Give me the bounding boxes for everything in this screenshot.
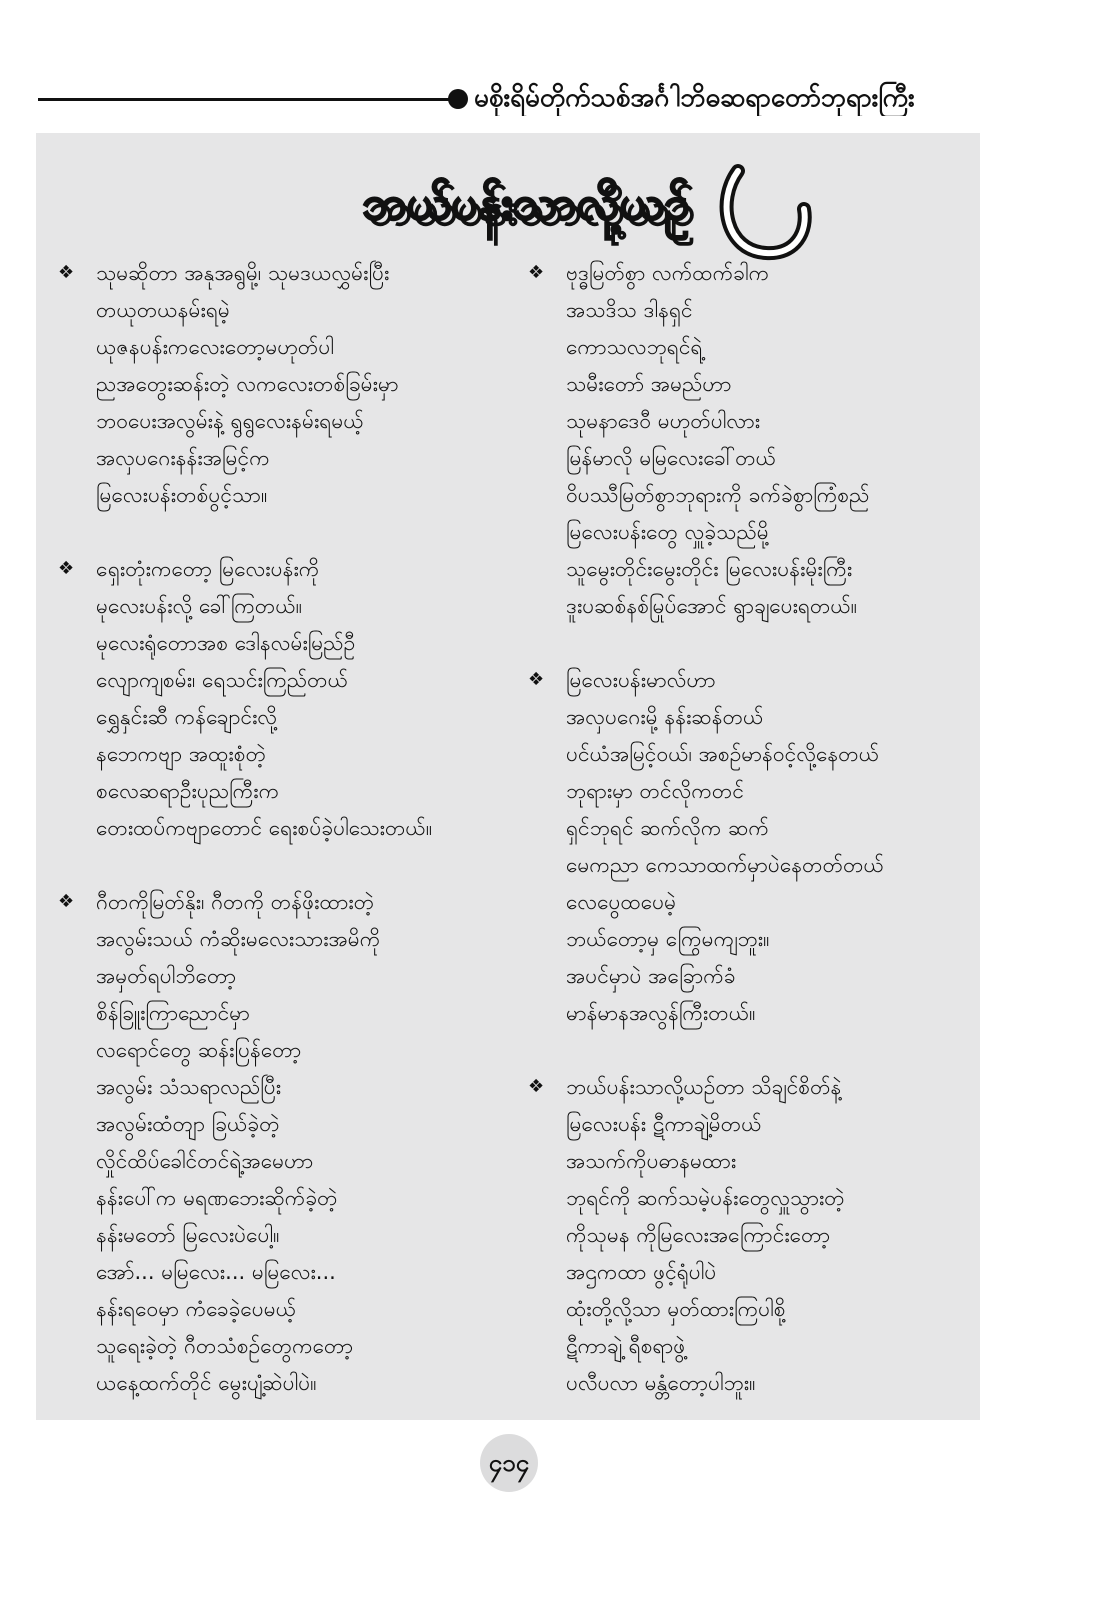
poem-line: ယနေ့ထက်တိုင် မွေးပျံ့ဆဲပါပဲ။: [96, 1371, 317, 1395]
poem-line: နဘေကဗျာ အထူးစုံတဲ့: [96, 742, 267, 766]
diamond-bullet-icon: ❖: [58, 891, 75, 912]
poem-line: ရှေးတုံးကတော့ မြလေးပန်းကို: [96, 557, 320, 581]
running-header: [38, 78, 988, 122]
poem-line: ဋီကာချဲ့ ရီစရာဖွဲ့: [566, 1334, 686, 1358]
poem-line: ဘုရားမှာ တင်လိုကတင်: [566, 779, 744, 803]
poem-title: ဘယ်ပန်းသာလို့ယဉ်: [362, 176, 690, 230]
poem-line: ဒူးပဆစ်နစ်မြုပ်အောင် ရွာချပေးရတယ်။: [566, 594, 858, 618]
header-rule: [38, 98, 450, 101]
poem-line: အလွမ်းထံတျာ ခြယ်ခဲ့တဲ့: [96, 1112, 280, 1136]
poem-line: တေးထပ်ကဗျာတောင် ရေးစပ်ခဲ့ပါသေးတယ်။: [96, 816, 433, 840]
stanza-gap: [526, 625, 966, 662]
poem-line: မုလေးပန်းလို့ ခေါ်ကြတယ်။: [96, 594, 303, 618]
poem-line: အလှပဂေးမို့ နန်းဆန်တယ်: [566, 705, 764, 729]
stanza-gap: [56, 514, 496, 551]
poem-line: ပလီပလာ မန္တံတော့ပါဘူး။: [566, 1371, 756, 1395]
poem-line: ဘယ်ပန်းသာလို့ယဉ်တာ သိချင်စိတ်နဲ့: [566, 1075, 842, 1099]
poem-panel: [36, 133, 980, 1420]
poem-line: အမှတ်ရပါဘိတော့: [96, 964, 237, 988]
poem-line: ညအတွေးဆန်းတဲ့ လကလေးတစ်ခြမ်းမှာ: [96, 372, 399, 396]
header-title: မစိုးရိမ်တိုက်သစ်အင်္ဂါဘိဓဆရာတော်ဘုရားကြီး: [474, 83, 915, 113]
poem-line: သုမဆိုတာ အနုအရွမို့၊ သုမဒယလွှမ်းပြီး: [96, 261, 390, 285]
poem-line: စလေဆရာဦးပုညကြီးက: [96, 779, 280, 803]
poem-line: ဘဝပေးအလွမ်းနဲ့ ရွရွလေးနမ်းရမယ့်: [96, 409, 364, 433]
poem-line: မုလေးရုံတောအစ ဒေါနလမ်းမြည်ဦ: [96, 631, 356, 655]
poem-line: ဘယ်တော့မှ ကြွေမကျဘူး။: [566, 927, 770, 951]
poem-line: အလွမ်းသယ် ကံဆိုးမလေးသားအမိကို: [96, 927, 381, 951]
stanza-gap: [526, 1032, 966, 1069]
poem-line: ရွှေနှင်းဆီ ကန်ချောင်းလို့: [96, 705, 278, 729]
poem-line: ဘုရင်ကို ဆက်သမဲ့ပန်းတွေလှူသွားတဲ့: [566, 1186, 845, 1210]
stanza: [526, 662, 966, 1032]
poem-line: ရှင်ဘုရင် ဆက်လိုက ဆက်: [566, 816, 769, 840]
diamond-bullet-icon: ❖: [528, 262, 545, 283]
poem-line: မေကညာ ကေသာထက်မှာပဲနေတတ်တယ်: [566, 853, 884, 877]
poem-line: စိန်ခြူးကြာညောင်မှာ: [96, 1001, 250, 1025]
poem-line: သူရေးခဲ့တဲ့ ဂီတသံစဉ်တွေကတော့: [96, 1334, 354, 1358]
left-column: [56, 255, 496, 1402]
poem-line: သူမွေးတိုင်းမွေးတိုင်း မြလေးပန်းမိုးကြီး: [566, 557, 853, 581]
poem-line: လရောင်တွေ ဆန်းပြန်တော့: [96, 1038, 302, 1062]
poem-line: လေပွေထပေမဲ့: [566, 890, 677, 914]
stanza: [526, 255, 966, 625]
poem-line: ကိုသုမန ကိုမြလေးအကြောင်းတော့: [566, 1223, 831, 1247]
poem-line: လှိုင်ထိပ်ခေါင်တင်ရဲ့အမေဟာ: [96, 1149, 314, 1173]
poem-line: လျောကျစမ်း၊ ရေသင်းကြည်တယ်: [96, 668, 349, 692]
poem-line: မြလေးပန်း ဋီကာချဲ့မိတယ်: [566, 1112, 762, 1136]
poem-line: နန်းမတော် မြလေးပဲပေါ့။: [96, 1223, 280, 1247]
diamond-bullet-icon: ❖: [58, 558, 75, 579]
poem-line: အော်... မမြလေး... မမြလေး...: [96, 1260, 336, 1284]
poem-line: အလွမ်း သံသရာလည်ပြီး: [96, 1075, 282, 1099]
stanza: [526, 1069, 966, 1402]
diamond-bullet-icon: ❖: [58, 262, 75, 283]
poem-line: ဝိပဿီမြတ်စွာဘုရားကို ခက်ခဲစွာကြံစည်: [566, 483, 870, 507]
poem-line: သမီးတော် အမည်ဟာ: [566, 372, 732, 396]
poem-line: ယုဇနပန်းကလေးတော့မဟုတ်ပါ: [96, 335, 334, 359]
right-column: [526, 255, 966, 1402]
stanza: [56, 255, 496, 514]
poem-line: မြလေးပန်းတစ်ပွင့်သာ။: [96, 483, 268, 507]
diamond-bullet-icon: ❖: [528, 1076, 545, 1097]
poem-line: ဂီတကိုမြတ်နိုး၊ ဂီတကို တန်ဖိုးထားတဲ့: [96, 890, 375, 914]
poem-line: တယုတယနမ်းရမဲ့: [96, 298, 230, 322]
poem-line: မြလေးပန်းတွေ လှူခဲ့သည်မို့: [566, 520, 769, 544]
poem-line: အသဒိသ ဒါနရှင်: [566, 298, 693, 322]
poem-line: ဗုဒ္ဓမြတ်စွာ လက်ထက်ခါက: [566, 261, 770, 285]
poem-line: အပင်မှာပဲ အခြောက်ခံ: [566, 964, 736, 988]
poem-line: အသက်ကိုပဓာနမထား: [566, 1149, 737, 1173]
poem-line: ပင်ယံအမြင့်ဝယ်၊ အစဉ်မာန်ဝင့်လို့နေတယ်: [566, 742, 880, 766]
poem-line: မြလေးပန်းမာလ်ဟာ: [566, 668, 716, 692]
poem-line: ကောသလဘုရင်ရဲ့: [566, 335, 703, 359]
poem-line: နန်းပေါ်က မရဏဘေးဆိုက်ခဲ့တဲ့: [96, 1186, 338, 1210]
stanza: [56, 551, 496, 847]
poem-line: နန်းရဝေမှာ ကံခေခဲ့ပေမယ့်: [96, 1297, 297, 1321]
diamond-bullet-icon: ❖: [528, 669, 545, 690]
poem-line: အဌကထာ ဖွင့်ရုံပါပဲ: [566, 1260, 717, 1284]
stanza: [56, 884, 496, 1402]
poem-line: အလှပဂေးနန်းအမြင့်က: [96, 446, 270, 470]
poem-line: သုမနာဒေဝီ မဟုတ်ပါလား: [566, 409, 761, 433]
poem-line: မြန်မာလို မမြလေးခေါ်တယ်: [566, 446, 777, 470]
bullet-dot-icon: [448, 89, 468, 109]
page-number: ၄၁၄: [480, 1434, 538, 1492]
poem-line: ထုံးတို့လို့သာ မှတ်ထားကြပါစို့: [566, 1297, 786, 1321]
stanza-gap: [56, 847, 496, 884]
poem-line: မာန်မာနအလွန်ကြီးတယ်။: [566, 1001, 756, 1025]
